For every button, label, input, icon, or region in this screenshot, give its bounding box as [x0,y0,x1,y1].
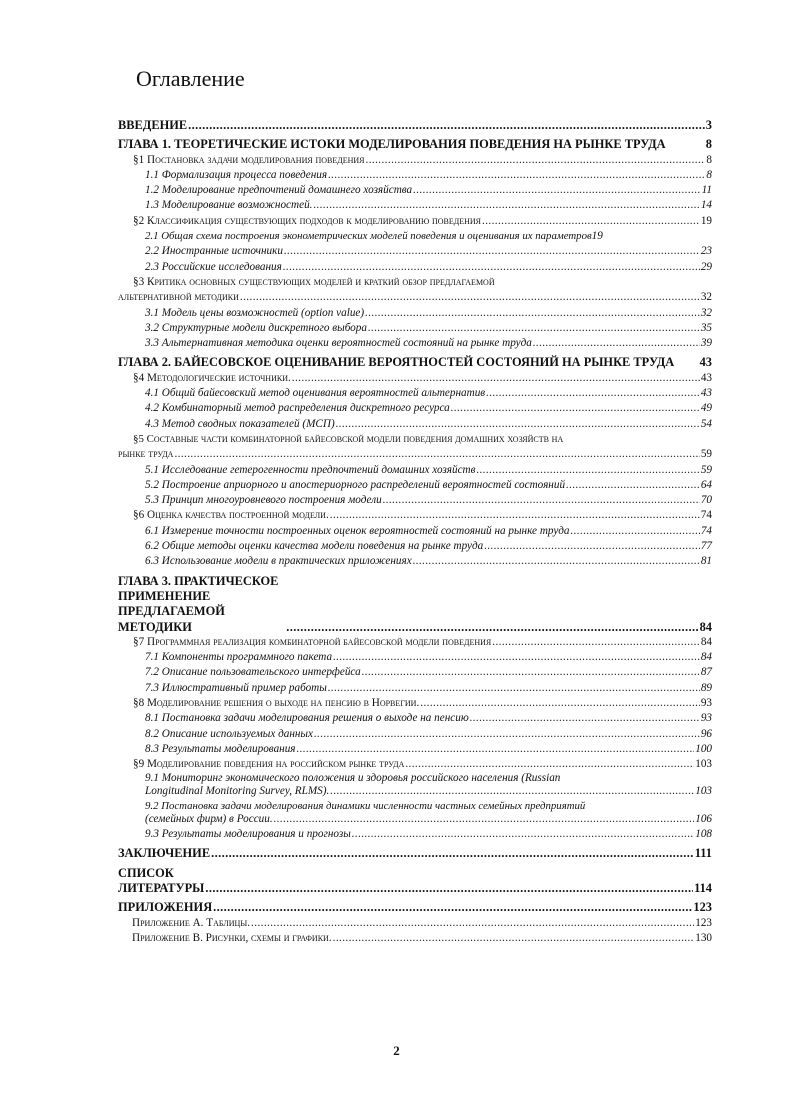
toc-entry-section-5[interactable] [118,432,712,463]
toc-entry-3-3[interactable] [118,336,712,351]
dot-leader [213,900,692,915]
toc-title: ВВЕДЕНИЕ [118,118,188,132]
dot-leader [297,742,695,757]
toc-entry-chapter-2[interactable] [118,355,712,370]
toc-page: 84 [700,651,712,664]
toc-title: 7.3 Иллюстративный пример работы [145,681,327,694]
toc-title-line-1: 9.2 Постановка задачи моделирования динамики численности частных семейных предприятий [145,799,586,812]
toc-entry-2-3[interactable] [118,260,712,275]
toc-entry-4-2[interactable] [118,401,712,416]
dot-leader [470,711,700,726]
dot-leader [333,931,695,946]
toc-title: 1.1 Формализация процесса поведения [145,168,328,181]
dot-leader [333,650,700,665]
toc-entry-1-1[interactable] [118,168,712,183]
toc-page: 43 [700,371,712,384]
page-number: 2 [393,1043,400,1058]
toc-title: 4.1 Общий байесовский метод оценивания вероятностей альтернатив [145,387,486,400]
toc-title: ГЛАВА 1. ТЕОРЕТИЧЕСКИЕ ИСТОКИ МОДЕЛИРОВАНИЯ ПОВЕДЕНИЯ НА РЫНКЕ ТРУДА [118,137,666,152]
dot-leader [274,812,695,827]
toc-title: §2 Классификация существующих подходов к моделированию поведения [133,214,481,227]
toc-title: §4 Методологические источники. [133,371,291,384]
toc-entry-appendix-a[interactable] [118,916,712,931]
toc-page: 43 [699,355,712,370]
toc-entry-8-3[interactable] [118,742,712,757]
toc-title-line-1: §5 Составные части комбинаторной байесовской модели поведения домашних хозяйств на [133,432,564,445]
toc-page: 108 [695,828,712,841]
toc-title: 1.3 Моделирование возможностей. [145,199,313,212]
dot-leader [174,447,699,462]
toc-page: 29 [700,260,712,273]
toc-page: 43 [700,387,712,400]
toc-title: 4.2 Комбинаторный метод распределения дискретного ресурса [145,402,450,415]
toc-entry-section-2[interactable] [118,214,712,229]
toc-page: 96 [700,727,712,740]
toc-entry-7-3[interactable] [118,681,712,696]
toc-page: 123 [695,916,712,929]
toc-page: 23 [700,245,712,258]
toc-title: 2.3 Российские исследования [145,260,282,273]
dot-leader [420,696,700,711]
toc-title-line-2: (семейных фирм) в России. [145,812,273,825]
dot-leader [352,827,694,842]
dot-leader [566,478,700,493]
toc-entry-bibliography[interactable] [118,866,712,897]
toc-entry-chapter-3[interactable] [118,574,712,635]
dot-leader [251,916,694,931]
toc-page: 77 [700,540,712,553]
toc-entry-section-4[interactable] [118,371,712,386]
toc-entry-1-3[interactable] [118,198,712,213]
toc-title: 6.3 Использование модели в практических приложениях [145,555,412,568]
toc-page: 84 [700,635,712,648]
toc-title: 6.1 Измерение точности построенных оценок вероятностей состояний на рынке труда [145,524,570,537]
dot-leader [477,463,700,478]
toc-entry-section-6[interactable] [118,508,712,523]
toc-entry-6-3[interactable] [118,554,712,569]
dot-leader [366,153,706,168]
toc-title: 3.1 Модель цены возможностей (option value) [145,306,365,319]
toc-page: 100 [695,742,712,755]
toc-title: 5.2 Построение априорного и апостериорного распределений вероятностей состояний [145,478,566,491]
dot-leader [413,183,700,198]
toc-title: 3.3 Альтернативная методика оценки вероятностей состояний на рынке труда [145,337,532,350]
toc-title: 5.1 Исследование гетерогенности предпочтений домашних хозяйств [145,463,476,476]
dot-leader [482,214,700,229]
toc-entry-3-1[interactable] [118,306,712,321]
toc-entry-section-3[interactable] [118,275,712,306]
toc-entry-4-3[interactable] [118,417,712,432]
toc-page: 19 [700,214,712,227]
toc-entry-8-2[interactable] [118,727,712,742]
toc-entry-2-2[interactable] [118,244,712,259]
toc-title: 7.2 Описание пользовательского интерфейса [145,666,361,679]
toc-entry-2-1[interactable] [118,229,712,244]
toc-page: 93 [700,712,712,725]
toc-title: §7 Программная реализация комбинаторной байесовской модели поведения [133,635,492,648]
dot-leader [368,321,700,336]
dot-leader [328,681,700,696]
dot-leader [492,635,700,650]
toc-page: 84 [699,619,712,634]
toc-page: 8 [706,168,712,181]
toc-title: 8.1 Постановка задачи моделирования решения о выходе на пенсию [145,712,469,725]
toc-title: §1 Постановка задачи моделирования поведения [133,153,365,166]
toc-page: 64 [700,478,712,491]
toc-page: 89 [700,681,712,694]
dot-leader [383,493,700,508]
toc-page: 123 [693,900,712,915]
toc-page: 103 [695,785,712,798]
dot-leader [336,417,700,432]
toc-page: 14 [700,199,712,212]
toc-title: 4.3 Метод сводных показателей (МСП) [145,417,335,430]
dot-leader [205,881,693,896]
toc-entry-appendices[interactable] [118,900,712,915]
toc-entry-6-2[interactable] [118,539,712,554]
dot-leader [330,508,700,523]
toc-page: 70 [700,494,712,507]
toc-title: 8.2 Описание используемых данных [145,727,313,740]
dot-leader [313,198,699,213]
dot-leader [292,371,700,386]
toc-page: 81 [700,555,712,568]
dot-leader [571,524,700,539]
toc-entry-5-1[interactable] [118,463,712,478]
toc-entry-6-1[interactable] [118,524,712,539]
toc-entry-section-7[interactable] [118,635,712,650]
toc-entry-9-1[interactable] [118,772,712,799]
toc-entry-section-9[interactable] [118,757,712,772]
toc-title-line-2: Longitudinal Monitoring Survey, RLMS). [145,785,330,798]
dot-leader [211,846,694,861]
dot-leader [314,727,700,742]
toc-entry-chapter-1[interactable] [118,137,712,152]
dot-leader [188,118,705,133]
toc-entry-3-2[interactable] [118,321,712,336]
dot-leader [365,306,700,321]
toc-page: 111 [694,846,712,861]
toc-page: 39 [700,337,712,350]
toc-page: 74 [700,524,712,537]
toc-title: СПИСОК ЛИТЕРАТУРЫ [118,865,205,895]
dot-leader [486,386,700,401]
toc-title: 8.3 Результаты моделирования [145,742,296,755]
toc-title: 6.2 Общие методы оценки качества модели поведения на рынке труда [145,540,484,553]
toc-title: §8 Моделирование решения о выходе на пенсию в Норвегии. [133,696,420,709]
toc-page: 49 [700,402,712,415]
toc-title-line-2: рынке труда [118,448,174,461]
dot-leader [286,620,698,635]
toc-entry-5-2[interactable] [118,478,712,493]
toc-page: 35 [700,321,712,334]
toc-entry-1-2[interactable] [118,183,712,198]
toc-entry-section-1[interactable] [118,153,712,168]
toc-page: 59 [700,448,712,461]
dot-leader [405,757,694,772]
toc-page: 54 [700,417,712,430]
dot-leader [533,336,700,351]
toc-page: 103 [695,758,712,771]
toc-title-line-1: 9.1 Мониторинг экономического положения и здоровья российского населения (Russian [145,772,561,785]
toc-page: 59 [700,463,712,476]
toc-title: ГЛАВА 3. ПРАКТИЧЕСКОЕ ПРИМЕНЕНИЕ ПРЕДЛАГАЕМОЙ МЕТОДИКИ [118,573,279,634]
toc-page: 3 [705,118,712,132]
toc-title: 7.1 Компоненты программного пакета [145,651,333,664]
dot-leader [330,784,694,799]
dot-leader [328,168,705,183]
toc-page: 11 [701,184,712,197]
toc-page: 32 [700,291,712,304]
toc-page: 87 [700,666,712,679]
toc-page: 130 [695,931,712,944]
toc-title: ПРИЛОЖЕНИЯ [118,900,213,915]
toc-entry-section-8[interactable] [118,696,712,711]
toc-page: 106 [695,812,712,825]
toc-page: 93 [700,696,712,709]
toc-page: 74 [700,509,712,522]
toc-page: 8 [706,153,712,166]
toc-entry-5-3[interactable] [118,493,712,508]
toc-title-line-2: альтернативной методики [118,291,239,304]
toc-title: ЗАКЛЮЧЕНИЕ [118,846,211,861]
dot-leader [413,554,700,569]
dot-leader [283,260,700,275]
toc-title: 2.2 Иностранные источники [145,245,283,258]
toc-entry-8-1[interactable] [118,711,712,726]
toc-entry-9-2[interactable] [118,800,712,827]
toc-entry-appendix-b[interactable] [118,931,712,946]
toc-title: 3.2 Структурные модели дискретного выбора [145,321,367,334]
toc-entry-7-2[interactable] [118,665,712,680]
dot-leader [240,290,700,305]
toc-title: §9 Моделирование поведения на российском рынке труда [133,758,405,771]
toc-title-line-1: §3 Критика основных существующих моделей и краткий обзор предлагаемой [133,275,495,288]
toc-entry-7-1[interactable] [118,650,712,665]
toc-entry-4-1[interactable] [118,386,712,401]
dot-leader [451,401,700,416]
toc-entry-9-3[interactable] [118,827,712,842]
toc-entry-introduction[interactable] [118,118,712,133]
table-of-contents [118,118,712,946]
toc-title: Приложение B. Рисунки, схемы и графики. [132,931,332,944]
toc-title: 5.3 Принцип многоуровневого построения модели [145,494,382,507]
toc-page: 114 [694,880,712,895]
dot-leader [484,539,700,554]
toc-page: 32 [700,306,712,319]
toc-title: Приложение A. Таблицы. [132,916,251,929]
toc-title: 9.3 Результаты моделирования и прогнозы [145,828,351,841]
toc-title: 2.1 Общая схема построения эконометрических моделей поведения и оценивания их параметров [145,230,592,243]
dot-leader [362,665,700,680]
toc-page: 19 [591,230,603,243]
page-title: Оглавление [136,66,245,91]
toc-title: ГЛАВА 2. БАЙЕСОВСКОЕ ОЦЕНИВАНИЕ ВЕРОЯТНОСТЕЙ СОСТОЯНИЙ НА РЫНКЕ ТРУДА [118,355,675,370]
toc-entry-conclusion[interactable] [118,846,712,861]
toc-title: §6 Оценка качества построенной модели. [133,509,329,522]
toc-title: 1.2 Моделирование предпочтений домашнего хозяйства [145,184,413,197]
dot-leader [284,244,700,259]
toc-page: 8 [705,137,712,152]
